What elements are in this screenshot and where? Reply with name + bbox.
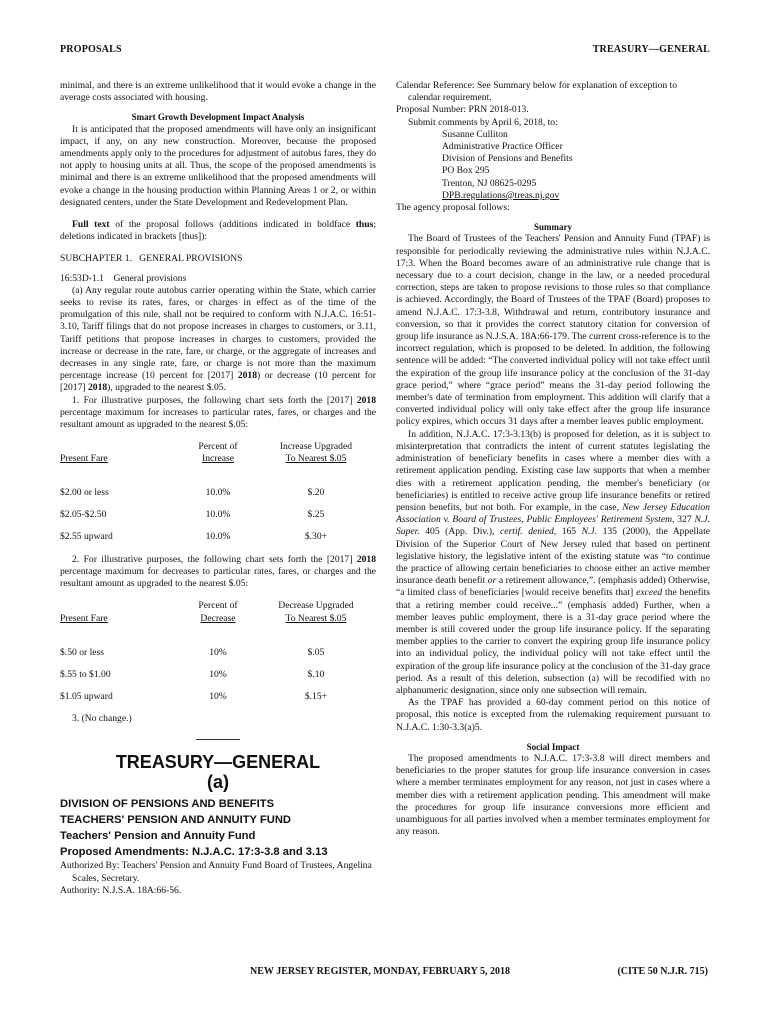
table-row: $2.00 or less 10.0% $.20 — [60, 487, 325, 499]
address-line: PO Box 295 — [442, 165, 490, 177]
calendar-reference: Calendar Reference: See Summary below for explanation of exception to calendar requirement. — [396, 80, 678, 104]
social-impact-body: The proposed amendments to N.J.A.C. 17:3-3.8 will direct members and beneficiaries to the proper statutes for group life insurance conversion in cases where a member terminates employment for any reason, not just in cases where a member dies with a retirement application pending. This amendment will make the procedures for group life insurance conversions more efficient and unambiguous for all parties involved when a member terminates employment for any reason. — [396, 752, 710, 838]
table-header: To Nearest $.05 — [285, 612, 347, 624]
table-row: $.55 to $1.00 10% $.10 — [60, 668, 325, 680]
smart-growth-heading: Smart Growth Development Impact Analysis — [131, 112, 305, 123]
table-header: Present Fare — [60, 453, 108, 465]
right-column — [396, 80, 710, 838]
table-row: $2.05-$2.50 10.0% $.25 — [60, 509, 325, 521]
address-line: Division of Pensions and Benefits — [442, 153, 573, 165]
paragraph-a: (a) Any regular route autobus carrier operating within the State, which carrier seeks to revise its rates, fares, or charges in effect as of the time of the promulgation of this rule, shall not be required to conform with N.J.A.C. 16:51-3.10, Tariff filings that do not propose increases in charges to customers, or 3.11, Tariff petitions that propose increases in charges to customers, provided the increase or decrease in the rate, fare, or charge, or the aggregate of increases and decreases in any single rate, fare, or charge is not more than the maximum percentage increase (10 percent for [2017] 2018) or decrease (10 percent for [2017] 2018), upgraded to the nearest $.05. — [60, 284, 376, 394]
table-header: Decrease — [200, 612, 236, 624]
left-column — [60, 80, 376, 897]
email-link[interactable]: DPB.regulations@treas.nj.gov — [442, 189, 560, 201]
address-line: Susanne Culliton — [442, 128, 508, 140]
section-title: TREASURY—GENERAL — [115, 751, 321, 772]
running-header-left: PROPOSALS — [60, 44, 122, 55]
item-2: 2. For illustrative purposes, the following chart sets forth the [2017] 2018 percentage maximum for decreases to particular rates, fares, or charges and the resultant amount as upgraded to the nearest $.05: — [60, 553, 376, 590]
fund-name: Teachers' Pension and Annuity Fund — [60, 830, 256, 843]
authorized-by: Authorized By: Teachers' Pension and Annuity Fund Board of Trustees, Angelina Scales, Secretary. — [60, 860, 372, 884]
agency-proposal-note: The agency proposal follows: — [396, 202, 510, 214]
table-header: Decrease Upgraded — [278, 600, 354, 612]
summary-paragraph-1: The Board of Trustees of the Teachers' Pension and Annuity Fund (TPAF) is responsible for periodically reviewing the administrative rules within N.J.A.C. 17:3. When the Board becomes aware of an administrative rule change that is necessary due to a court decision, change in the law, or a needed procedural correction, steps are taken to propose revisions to those rules so that compliance is achieved. Accordingly, the Board of Trustees of the TPAF (Board) proposes to amend N.J.A.C. 17:3-3.8, Withdrawal and return, contributory insurance and conversion, so that it provides the correct statutory citation for conversion of group life insurance as N.J.S.A. 18A:66-179. The current cross-reference is to the incorrect regulation, which is proposed to be deleted. In addition, the following sentence will be added: “The converted individual policy will not take effect until the expiration of the group life insurance policy at the conclusion of the 31-day grace period,” where “grace period” means the 31-day period following the member's date of termination from employment. This addition will clarify that a converted individual policy will only take effect after the group life insurance policy expires, which occurs 31 days after a member leaves public employment. — [396, 233, 710, 428]
intro-paragraph: minimal, and there is an extreme unlikelihood that it would evoke a change in the average costs associated with housing. — [60, 80, 376, 104]
mailing-address — [396, 129, 710, 202]
summary-paragraph-3: As the TPAF has provided a 60-day comment period on this notice of proposal, this notice is excepted from the rulemaking requirement pursuant to N.J.A.C. 1:30-3.3(a)5. — [396, 697, 710, 733]
table-row: $2.55 upward 10.0% $.30+ — [60, 531, 328, 543]
footer-citation: (CITE 50 N.J.R. 715) — [617, 966, 708, 977]
table-header: To Nearest $.05 — [285, 453, 347, 465]
section-letter: (a) — [207, 772, 229, 793]
item-3: 3. (No change.) — [72, 712, 132, 724]
item-1: 1. For illustrative purposes, the following chart sets forth the [2017] 2018 percentage maximum for increases to particular rates, fares, or charges and the resultant amount as upgraded to the nearest $.05: — [60, 394, 376, 431]
address-line: Trenton, NJ 08625-0295 — [442, 177, 537, 189]
summary-paragraph-2: In addition, N.J.A.C. 17:3-3.13(b) is proposed for deletion, as it is subject to misinterpretation that contradicts the intent of current statutes legislating the administration of beneficiary benefits in cases where a member dies with a retirement application pending. Existing case law supports that when a member dies with a retirement application pending, the member's beneficiary (or beneficiaries) is entitled to receive active group life insurance benefits or retired pension benefits, but not both. For example, in the case, New Jersey Education Association v. Board of Trustees, Public Employees' Retirement System, 327 N.J. Super. 405 (App. Div.), certif. denied, 165 N.J. 135 (2000), the Appellate Division of the Superior Court of New Jersey ruled that based on pertinent legislative history, the legislative intent of the existing statute was “to continue the practice of allowing certain beneficiaries to choose either an active member insurance death benefit or a retirement allowance,”. (emphasis added) Otherwise, “a limited class of beneficiaries [would receive benefits that] exceed the benefits that a retiring member could receive...” (emphasis added) Further, when a member leaves public employment, there is a 31-day grace period where the member is still covered under the group life insurance policy. If the separating member applies to the carrier to convert the expiring group life insurance policy into an individual policy, the individual policy will not take effect until the expiration of the group life insurance policy at the conclusion of the 31-day grace period. As a result of this deletion, subsection (a) will be recodified with no alphanumeric designation, since only one subsection will remain. — [396, 428, 711, 696]
authority: Authority: N.J.S.A. 18A:66-56. — [60, 884, 182, 896]
decrease-table — [60, 600, 376, 702]
smart-growth-body: It is anticipated that the proposed amendments will have only an insignificant impact, if any, on any new construction. Moreover, because the proposed amendments apply only to the procedures for adjustment of autobus fares, they do not apply to housing units at all. Thus, the scope of the proposed amendments is minimal and there is an extreme unlikelihood that the proposed amendments will evoke a change in the housing production within Planning Areas 1 or 2, or within designated centers, under the State Development and Redevelopment Plan. — [60, 123, 376, 208]
address-line: Administrative Practice Officer — [442, 141, 563, 153]
proposal-number: Proposal Number: PRN 2018-013. — [396, 104, 529, 116]
table-row: $.50 or less 10% $.05 — [60, 646, 325, 658]
footer-publication: NEW JERSEY REGISTER, MONDAY, FEBRUARY 5, 2018 — [250, 966, 510, 977]
section-heading: 16:53D-1.1 General provisions — [60, 272, 187, 284]
full-text-note: Full text of the proposal follows (additions indicated in boldface thus; deletions indicated in brackets [thus]): — [60, 219, 376, 243]
running-header-right: TREASURY—GENERAL — [592, 44, 710, 55]
table-header: Percent of — [198, 441, 238, 453]
table-header: Percent of — [198, 600, 238, 612]
fund-name-caps: TEACHERS' PENSION AND ANNUITY FUND — [60, 814, 291, 827]
submit-comments: Submit comments by April 6, 2018, to: — [408, 116, 558, 128]
increase-table — [60, 441, 376, 543]
social-impact-heading: Social Impact — [526, 741, 580, 752]
proposal-title: Proposed Amendments: N.J.A.C. 17:3-3.8 and 3.13 — [60, 846, 328, 859]
table-header: Increase — [202, 453, 234, 465]
subchapter-heading: SUBCHAPTER 1. GENERAL PROVISIONS — [60, 253, 243, 265]
table-row: $1.05 upward 10% $.15+ — [60, 690, 328, 702]
table-header: Increase Upgraded — [279, 441, 353, 453]
division-name: DIVISION OF PENSIONS AND BENEFITS — [60, 798, 275, 811]
summary-heading: Summary — [534, 222, 572, 233]
table-header: Present Fare — [60, 612, 108, 624]
